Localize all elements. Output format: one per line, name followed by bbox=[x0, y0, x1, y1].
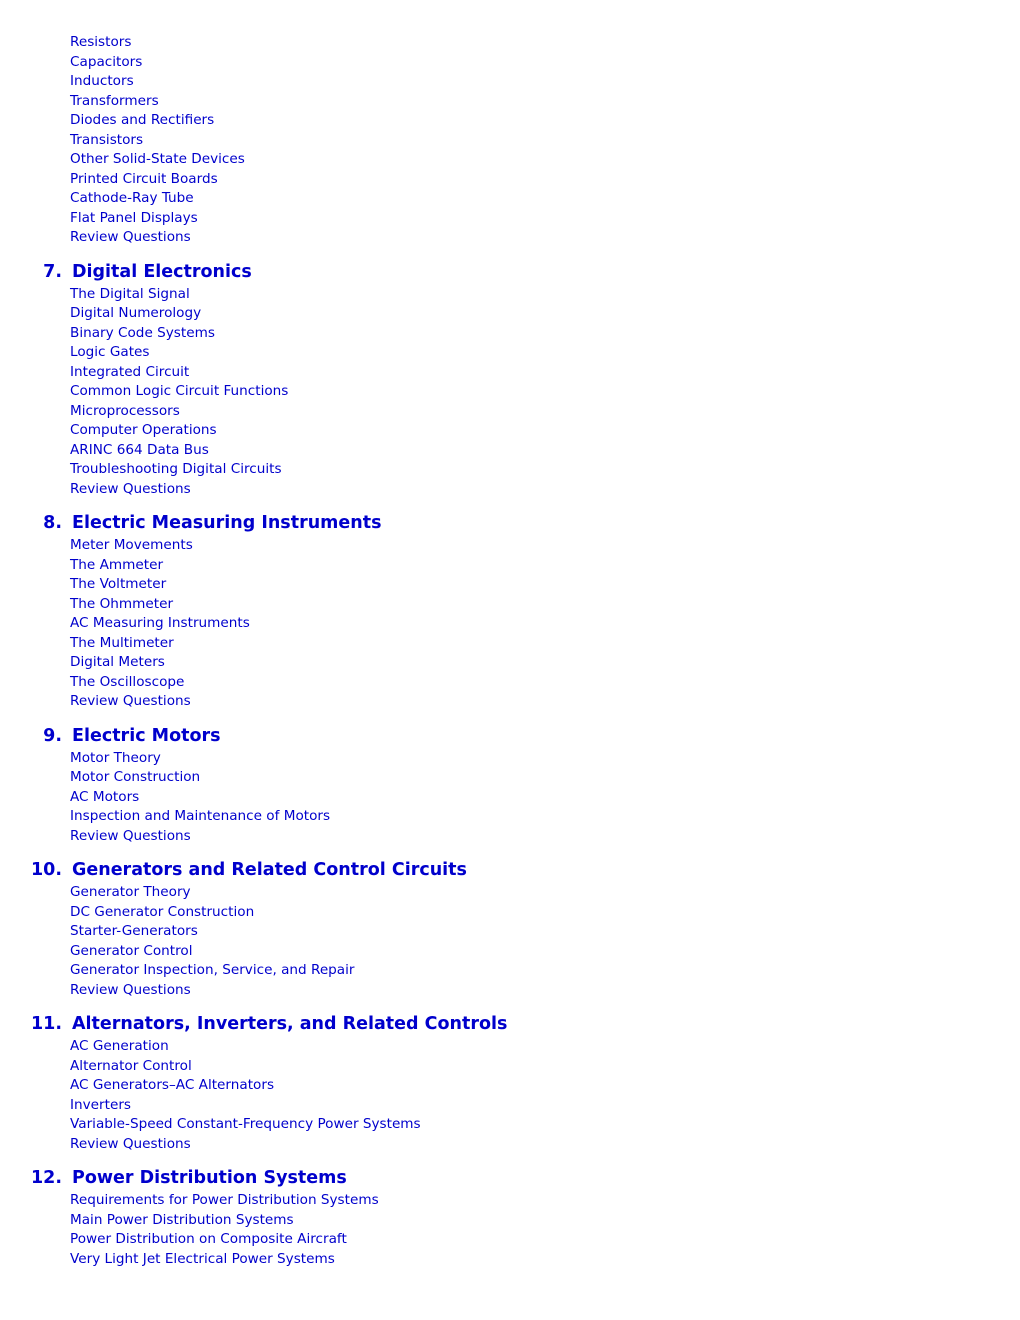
toc-link-meter-movements[interactable]: Meter Movements bbox=[70, 537, 193, 553]
toc-item bbox=[70, 33, 245, 53]
toc-link-ac-generation[interactable]: AC Generation bbox=[70, 1038, 169, 1054]
toc-item bbox=[70, 556, 250, 576]
section-list bbox=[70, 883, 355, 1000]
toc-item bbox=[70, 92, 245, 112]
toc-link-power-distribution-on-composite-aircraft[interactable]: Power Distribution on Composite Aircraft bbox=[70, 1231, 347, 1247]
toc-item bbox=[70, 827, 330, 847]
section-list bbox=[70, 285, 288, 500]
toc-item bbox=[70, 150, 245, 170]
toc-item bbox=[70, 692, 250, 712]
toc-item bbox=[70, 1135, 421, 1155]
toc-item bbox=[70, 614, 250, 634]
toc-link-the-ohmmeter[interactable]: The Ohmmeter bbox=[70, 595, 174, 612]
chapter-link-alternators-inverters-and-related-controls[interactable] bbox=[0, 1014, 507, 1034]
toc-link-starter-generators[interactable]: Starter-Generators bbox=[70, 923, 198, 939]
toc-item bbox=[70, 1037, 421, 1057]
toc-link-the-ammeter[interactable]: The Ammeter bbox=[70, 556, 164, 573]
toc-item bbox=[70, 228, 245, 248]
toc-link-cathode-ray-tube[interactable]: Cathode-Ray Tube bbox=[70, 190, 194, 206]
toc-link-microprocessors[interactable]: Microprocessors bbox=[70, 402, 180, 419]
toc-link-main-power-distribution-systems[interactable]: Main Power Distribution Systems bbox=[70, 1211, 294, 1228]
toc-link-motor-construction[interactable]: Motor Construction bbox=[70, 769, 201, 785]
toc-link-very-light-jet-electrical-power-systems[interactable]: Very Light Jet Electrical Power Systems bbox=[70, 1250, 335, 1267]
toc-item bbox=[70, 304, 288, 324]
chapter-heading bbox=[0, 853, 467, 880]
chapter-number: 12. bbox=[30, 1168, 62, 1188]
toc-link-review-questions[interactable]: Review Questions bbox=[70, 480, 191, 497]
toc-item bbox=[70, 673, 250, 693]
chapter-title: Alternators, Inverters, and Related Controls bbox=[72, 1014, 508, 1034]
toc-link-computer-operations[interactable]: Computer Operations bbox=[70, 422, 217, 438]
section-list bbox=[70, 1037, 421, 1154]
chapter-heading bbox=[0, 255, 252, 282]
toc-link-generator-theory[interactable]: Generator Theory bbox=[70, 884, 191, 900]
toc-link-generator-control[interactable]: Generator Control bbox=[70, 942, 193, 959]
toc-link-digital-meters[interactable]: Digital Meters bbox=[70, 654, 165, 670]
toc-link-common-logic-circuit-functions[interactable]: Common Logic Circuit Functions bbox=[70, 383, 289, 399]
toc-item bbox=[70, 961, 355, 981]
toc-link-review-questions[interactable]: Review Questions bbox=[70, 229, 191, 245]
chapter-number: 10. bbox=[30, 860, 62, 880]
chapter-link-electric-motors[interactable] bbox=[0, 726, 221, 746]
chapter-heading bbox=[0, 506, 382, 533]
toc-item bbox=[70, 170, 245, 190]
toc-item bbox=[70, 1076, 421, 1096]
toc-link-transformers[interactable]: Transformers bbox=[70, 92, 159, 109]
toc-link-ac-generators-ac-alternators[interactable]: AC Generators–AC Alternators bbox=[70, 1077, 275, 1093]
toc-link-resistors[interactable]: Resistors bbox=[70, 34, 132, 50]
toc-item bbox=[70, 343, 288, 363]
toc-item bbox=[70, 285, 288, 305]
toc-item bbox=[70, 942, 355, 962]
toc-item bbox=[70, 595, 250, 615]
chapter-number: 8. bbox=[43, 513, 62, 533]
toc-item bbox=[70, 1211, 379, 1231]
toc-item bbox=[70, 209, 245, 229]
toc-item bbox=[70, 441, 288, 461]
toc-link-transistors[interactable]: Transistors bbox=[70, 131, 144, 148]
toc-link-the-multimeter[interactable]: The Multimeter bbox=[70, 634, 174, 651]
toc-link-inductors[interactable]: Inductors bbox=[70, 73, 134, 89]
toc-link-inspection-and-maintenance-of-motors[interactable]: Inspection and Maintenance of Motors bbox=[70, 808, 331, 824]
section-list bbox=[70, 749, 330, 847]
toc-link-binary-code-systems[interactable]: Binary Code Systems bbox=[70, 324, 215, 341]
toc-item bbox=[70, 402, 288, 422]
toc-item bbox=[70, 131, 245, 151]
toc-link-review-questions[interactable]: Review Questions bbox=[70, 1135, 191, 1152]
toc-link-the-voltmeter[interactable]: The Voltmeter bbox=[70, 576, 167, 592]
toc-item bbox=[70, 382, 288, 402]
chapter-heading bbox=[0, 719, 221, 746]
toc-link-printed-circuit-boards[interactable]: Printed Circuit Boards bbox=[70, 170, 218, 187]
toc-link-review-questions[interactable]: Review Questions bbox=[70, 693, 191, 709]
toc-link-arinc-664-data-bus[interactable]: ARINC 664 Data Bus bbox=[70, 441, 209, 458]
toc-item bbox=[70, 1250, 379, 1270]
toc-link-logic-gates[interactable]: Logic Gates bbox=[70, 344, 150, 360]
toc-item bbox=[70, 460, 288, 480]
toc-item bbox=[70, 653, 250, 673]
toc-item bbox=[70, 421, 288, 441]
toc-item bbox=[70, 749, 330, 769]
chapter-title: Electric Measuring Instruments bbox=[72, 513, 382, 533]
chapter-number: 11. bbox=[30, 1014, 62, 1034]
toc-item bbox=[70, 536, 250, 556]
chapter-heading bbox=[0, 1161, 347, 1188]
toc-item bbox=[70, 634, 250, 654]
toc-link-review-questions[interactable]: Review Questions bbox=[70, 981, 191, 998]
toc-item bbox=[70, 1057, 421, 1077]
toc-item bbox=[70, 189, 245, 209]
toc-item bbox=[70, 922, 355, 942]
toc-link-integrated-circuit[interactable]: Integrated Circuit bbox=[70, 363, 190, 380]
toc-link-alternator-control[interactable]: Alternator Control bbox=[70, 1057, 192, 1074]
section-list bbox=[70, 1191, 379, 1269]
chapter-number: 9. bbox=[43, 725, 62, 746]
chapter-title: Digital Electronics bbox=[72, 261, 252, 282]
toc-item bbox=[70, 1230, 379, 1250]
section-list bbox=[70, 536, 250, 712]
toc-item bbox=[70, 981, 355, 1001]
chapter-title: Power Distribution Systems bbox=[72, 1168, 347, 1188]
toc-link-dc-generator-construction[interactable]: DC Generator Construction bbox=[70, 903, 255, 920]
chapter-title: Electric Motors bbox=[72, 725, 221, 746]
toc-item bbox=[70, 903, 355, 923]
toc-item bbox=[70, 883, 355, 903]
toc-link-flat-panel-displays[interactable]: Flat Panel Displays bbox=[70, 209, 198, 226]
toc-link-other-solid-state-devices[interactable]: Other Solid-State Devices bbox=[70, 151, 245, 167]
toc-item bbox=[70, 575, 250, 595]
toc-link-digital-numerology[interactable]: Digital Numerology bbox=[70, 305, 202, 321]
toc-item bbox=[70, 1191, 379, 1211]
toc-link-motor-theory[interactable]: Motor Theory bbox=[70, 749, 161, 766]
toc-link-ac-motors[interactable]: AC Motors bbox=[70, 788, 140, 805]
toc-link-generator-inspection-service-and-repair[interactable]: Generator Inspection, Service, and Repair bbox=[70, 962, 355, 978]
toc-link-the-digital-signal[interactable]: The Digital Signal bbox=[70, 285, 190, 302]
toc-item bbox=[70, 53, 245, 73]
toc-item bbox=[70, 111, 245, 131]
toc-link-requirements-for-power-distribution-systems[interactable]: Requirements for Power Distribution Systems bbox=[70, 1192, 379, 1208]
chapter-link-digital-electronics[interactable] bbox=[0, 262, 252, 282]
chapter-heading bbox=[0, 1007, 508, 1034]
toc-link-diodes-and-rectifiers[interactable]: Diodes and Rectifiers bbox=[70, 112, 215, 128]
chapter-link-electric-measuring-instruments[interactable] bbox=[0, 513, 382, 533]
toc-item bbox=[70, 1096, 421, 1116]
chapter-link-generators-and-related-control-circuits[interactable] bbox=[0, 860, 467, 880]
toc-item bbox=[70, 768, 330, 788]
chapter-title: Generators and Related Control Circuits bbox=[72, 860, 467, 880]
toc-item bbox=[70, 480, 288, 500]
toc-item bbox=[70, 788, 330, 808]
toc-link-variable-speed-constant-frequency-power-systems[interactable]: Variable-Speed Constant-Frequency Power Systems bbox=[70, 1116, 421, 1132]
chapter-link-power-distribution-systems[interactable] bbox=[0, 1168, 347, 1188]
toc-link-capacitors[interactable]: Capacitors bbox=[70, 53, 143, 70]
toc-link-inverters[interactable]: Inverters bbox=[70, 1096, 131, 1113]
toc-link-ac-measuring-instruments[interactable]: AC Measuring Instruments bbox=[70, 615, 250, 631]
toc-item bbox=[70, 807, 330, 827]
toc-link-troubleshooting-digital-circuits[interactable]: Troubleshooting Digital Circuits bbox=[70, 461, 282, 477]
toc-item bbox=[70, 1115, 421, 1135]
toc-link-review-questions[interactable]: Review Questions bbox=[70, 827, 191, 844]
section-list bbox=[70, 33, 245, 248]
toc-item bbox=[70, 72, 245, 92]
toc-item bbox=[70, 324, 288, 344]
toc-link-the-oscilloscope[interactable]: The Oscilloscope bbox=[70, 673, 185, 690]
chapter-number: 7. bbox=[43, 261, 62, 282]
toc-item bbox=[70, 363, 288, 383]
